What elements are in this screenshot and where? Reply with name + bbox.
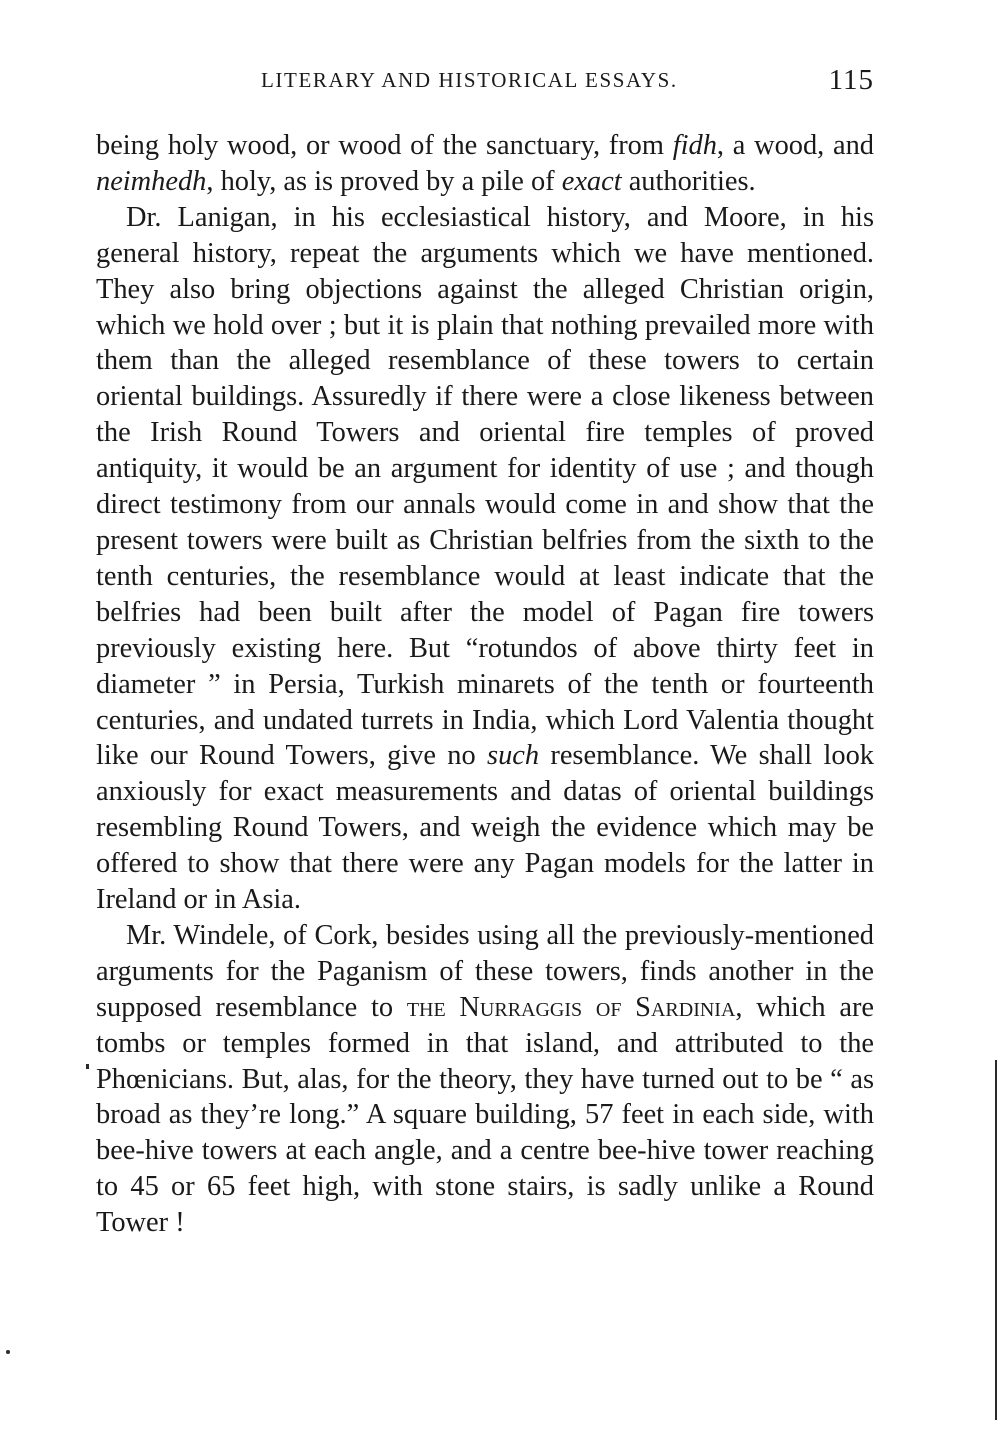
paragraph	[96, 200, 874, 918]
running-head	[96, 64, 874, 106]
text-run: resemblance. We shall look anxiously for exact measurements and datas of oriental buildings resembling Round Towers, and weigh the evidence which may be offered to show that there were any Pagan models for the latter in Ireland or in Asia.	[96, 740, 874, 916]
italic-term: fidh	[672, 130, 717, 161]
paragraph	[96, 918, 874, 1241]
italic-term: neimhedh	[96, 165, 207, 197]
text-run: , holy, as is proved by a pile of	[206, 165, 562, 197]
italic-term: such	[487, 740, 540, 772]
scan-speck	[6, 1350, 10, 1354]
paragraph	[96, 128, 874, 200]
text-run: , which are tombs or temples formed in that island, and attributed to the Phœnicians. But, alas, for the theory, they have turned out to be “ as broad as they’re long.” A square building, 57 feet in each side, with bee-hive towers at each angle, and a centre bee-hive tower reaching to 45 or 65 feet high, with stone stairs, is sadly unlike a Round Tower !	[96, 991, 874, 1239]
scan-speck	[86, 1064, 89, 1069]
body-text	[96, 128, 874, 1241]
text-run: being holy wood, or wood of the sanctuary, from	[96, 130, 673, 161]
text-run: , a wood, and	[716, 130, 874, 161]
book-page	[96, 64, 874, 1241]
small-caps-term: the Nurraggis of Sardinia	[406, 991, 736, 1023]
scan-edge-mark	[995, 1060, 997, 1420]
running-title: LITERARY AND HISTORICAL ESSAYS.	[261, 68, 678, 92]
page-number: 115	[828, 64, 874, 96]
italic-term: exact	[561, 165, 622, 197]
text-run: Dr. Lanigan, in his ecclesiastical history, and Moore, in his general history, repeat the arguments which we have mentioned. They also bring objections against the alleged Christian origin, which we hold over ; but it is plain that nothing prevailed more with them than the alleged resemblance of these towers to certain oriental buildings. Assuredly if there were a close likeness between the Irish Round Towers and oriental fire temples of proved antiquity, it would be an argument for identity of use ; and though direct testimony from our annals would come in and show that the present towers were built as Christian belfries from the sixth to the tenth centuries, the resemblance would at least indicate that the belfries had been built after the model of Pagan fire towers previously existing here. But “rotundos of above thirty feet in diameter ” in Persia, Turkish minarets of the tenth or fourteenth centuries, and undated turrets in India, which Lord Valentia thought like our Round Towers, give no	[96, 201, 874, 772]
text-run: Mr. Windele, of Cork, besides using all the previously-mentioned arguments for the Paganism of these towers, finds another in the supposed resemblance to	[96, 919, 874, 1023]
text-run: authorities.	[621, 165, 756, 197]
